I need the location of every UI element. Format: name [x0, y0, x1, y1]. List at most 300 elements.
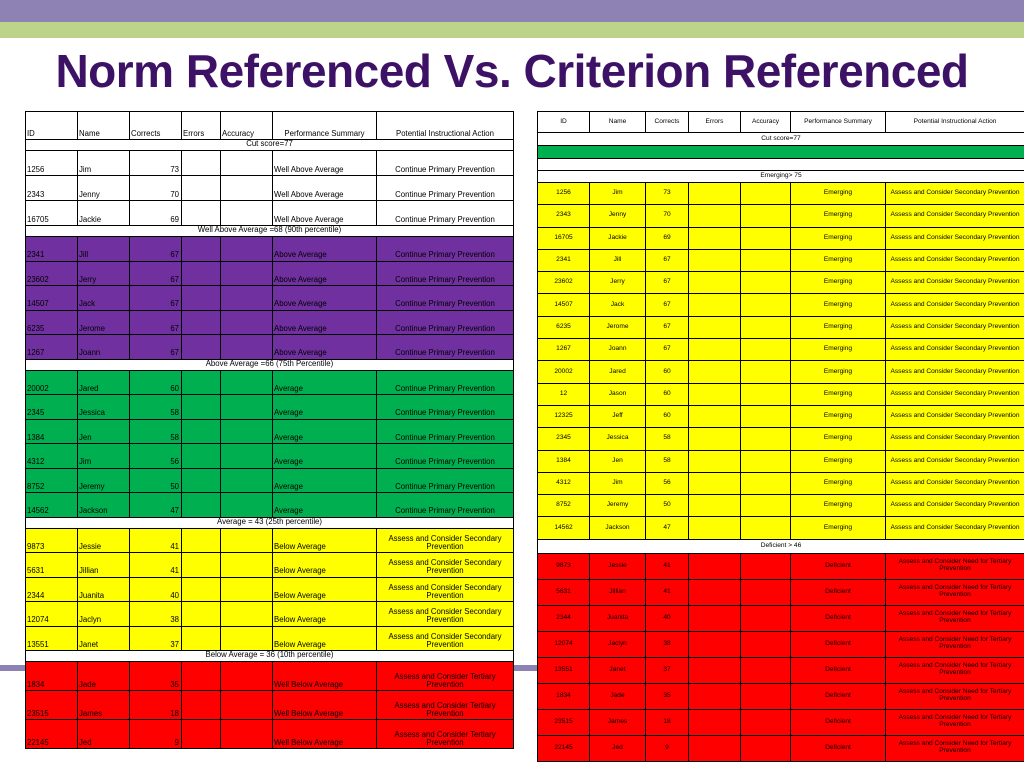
cell-performance-summary: Emerging: [791, 517, 886, 539]
cell-errors: [689, 383, 741, 405]
band-row: [26, 226, 514, 237]
cell-name: Jim: [78, 151, 130, 176]
table-row: [538, 249, 1024, 271]
table-row: [26, 577, 514, 602]
table-row: [26, 286, 514, 311]
cell-errors: [182, 286, 221, 311]
cell-accuracy: [221, 468, 273, 493]
cell-name: Jessica: [590, 428, 646, 450]
cell-performance-summary: Emerging: [791, 472, 886, 494]
cell-instructional-action: Assess and Consider Need for Tertiary Prevention: [886, 553, 1024, 579]
cell-corrects: 73: [130, 151, 182, 176]
cell-corrects: 47: [130, 493, 182, 518]
cell-performance-summary: Well Above Average: [273, 151, 377, 176]
cell-id: 4312: [538, 472, 590, 494]
table-row: [538, 383, 1024, 405]
cell-name: Jade: [78, 662, 130, 691]
cell-id: 2344: [538, 605, 590, 631]
cell-performance-summary: Average: [273, 370, 377, 395]
top-accent-stripe: [0, 22, 1024, 38]
cell-name: Jared: [78, 370, 130, 395]
cell-id: 13551: [538, 657, 590, 683]
cell-errors: [689, 294, 741, 316]
cell-instructional-action: Continue Primary Prevention: [377, 335, 514, 360]
cell-name: Jack: [590, 294, 646, 316]
cell-id: 2345: [538, 428, 590, 450]
cell-name: James: [590, 709, 646, 735]
cell-accuracy: [221, 691, 273, 720]
column-header: Corrects: [646, 112, 689, 133]
cell-instructional-action: Assess and Consider Secondary Prevention: [886, 495, 1024, 517]
table-row: [26, 176, 514, 201]
cell-name: Juanita: [590, 605, 646, 631]
band-label: Above Average =66 (75th Percentile): [26, 359, 514, 370]
cell-accuracy: [741, 579, 791, 605]
cell-instructional-action: Continue Primary Prevention: [377, 176, 514, 201]
cell-instructional-action: Assess and Consider Secondary Prevention: [377, 577, 514, 602]
cell-name: Jared: [590, 361, 646, 383]
table-row: [26, 691, 514, 720]
cell-corrects: 67: [646, 249, 689, 271]
cell-performance-summary: Deficient: [791, 709, 886, 735]
cell-errors: [182, 444, 221, 469]
cell-performance-summary: Deficient: [791, 605, 886, 631]
table-row: [538, 205, 1024, 227]
cell-name: Jeremy: [590, 495, 646, 517]
cell-name: Jessie: [590, 553, 646, 579]
cell-performance-summary: Above Average: [273, 310, 377, 335]
cell-instructional-action: Continue Primary Prevention: [377, 444, 514, 469]
cell-accuracy: [741, 294, 791, 316]
band-row: [538, 171, 1024, 183]
cell-name: Jeff: [590, 405, 646, 427]
table-row: [538, 316, 1024, 338]
cell-id: 1834: [538, 683, 590, 709]
cell-errors: [689, 605, 741, 631]
cell-name: Joann: [78, 335, 130, 360]
cell-accuracy: [741, 428, 791, 450]
cell-instructional-action: Assess and Consider Secondary Prevention: [886, 361, 1024, 383]
cell-performance-summary: Average: [273, 444, 377, 469]
cell-id: 1384: [538, 450, 590, 472]
cell-id: 4312: [26, 444, 78, 469]
cell-errors: [689, 205, 741, 227]
cell-errors: [182, 237, 221, 262]
cell-instructional-action: Continue Primary Prevention: [377, 395, 514, 420]
cell-name: Jackie: [78, 201, 130, 226]
cell-corrects: 67: [130, 237, 182, 262]
cell-instructional-action: Assess and Consider Secondary Prevention: [377, 602, 514, 627]
cell-errors: [182, 201, 221, 226]
cell-corrects: 67: [646, 294, 689, 316]
cell-corrects: 60: [646, 405, 689, 427]
cell-errors: [689, 631, 741, 657]
cell-instructional-action: Continue Primary Prevention: [377, 151, 514, 176]
cell-errors: [689, 272, 741, 294]
cell-accuracy: [741, 272, 791, 294]
table-row: [538, 339, 1024, 361]
cell-corrects: 56: [646, 472, 689, 494]
band-label: Deficient > 46: [538, 539, 1024, 553]
band-row: [26, 651, 514, 662]
column-header: Corrects: [130, 112, 182, 140]
cell-instructional-action: Assess and Consider Need for Tertiary Prevention: [886, 683, 1024, 709]
cell-corrects: 67: [130, 286, 182, 311]
table-row: [26, 553, 514, 578]
table-row: [26, 528, 514, 553]
cell-accuracy: [221, 626, 273, 651]
cell-accuracy: [221, 176, 273, 201]
cell-accuracy: [741, 249, 791, 271]
cell-errors: [689, 579, 741, 605]
cell-performance-summary: Average: [273, 395, 377, 420]
cell-errors: [689, 553, 741, 579]
table-row: [26, 261, 514, 286]
table-row: [538, 272, 1024, 294]
cell-name: Jillian: [78, 553, 130, 578]
band-row: [538, 539, 1024, 553]
band-row: [26, 359, 514, 370]
cell-errors: [689, 472, 741, 494]
cell-id: 1256: [538, 183, 590, 205]
cell-name: Jill: [78, 237, 130, 262]
cell-instructional-action: Assess and Consider Need for Tertiary Prevention: [886, 631, 1024, 657]
cell-performance-summary: Emerging: [791, 316, 886, 338]
cell-name: Jerome: [78, 310, 130, 335]
column-header: Accuracy: [221, 112, 273, 140]
cell-accuracy: [221, 261, 273, 286]
cell-errors: [182, 419, 221, 444]
cell-accuracy: [741, 657, 791, 683]
cell-errors: [689, 428, 741, 450]
cell-errors: [182, 602, 221, 627]
cell-name: Jason: [590, 383, 646, 405]
cell-instructional-action: Assess and Consider Secondary Prevention: [886, 383, 1024, 405]
cell-instructional-action: Assess and Consider Secondary Prevention: [886, 183, 1024, 205]
column-header: Performance Summary: [273, 112, 377, 140]
norm-referenced-table: [25, 111, 514, 749]
cell-name: Jack: [78, 286, 130, 311]
cell-id: 16705: [26, 201, 78, 226]
cell-performance-summary: Emerging: [791, 383, 886, 405]
cell-errors: [689, 405, 741, 427]
cell-performance-summary: Emerging: [791, 227, 886, 249]
cell-name: Jim: [78, 444, 130, 469]
cell-instructional-action: Assess and Consider Need for Tertiary Prevention: [886, 735, 1024, 761]
cell-instructional-action: Assess and Consider Secondary Prevention: [377, 626, 514, 651]
blank-divider: [538, 159, 1024, 171]
table-row: [26, 720, 514, 749]
cell-corrects: 67: [130, 335, 182, 360]
cell-performance-summary: Emerging: [791, 294, 886, 316]
cell-errors: [182, 553, 221, 578]
cell-id: 22145: [538, 735, 590, 761]
cell-id: 13551: [26, 626, 78, 651]
column-header: Potential Instructional Action: [886, 112, 1024, 133]
cell-id: 8752: [538, 495, 590, 517]
cell-instructional-action: Assess and Consider Secondary Prevention: [886, 339, 1024, 361]
cell-corrects: 40: [646, 605, 689, 631]
table-row: [538, 579, 1024, 605]
cell-errors: [689, 339, 741, 361]
table-row: [26, 335, 514, 360]
column-header: Accuracy: [741, 112, 791, 133]
cell-corrects: 70: [130, 176, 182, 201]
cell-performance-summary: Above Average: [273, 237, 377, 262]
cell-accuracy: [741, 735, 791, 761]
cell-performance-summary: Well Above Average: [273, 201, 377, 226]
cell-id: 1267: [538, 339, 590, 361]
header-row: [538, 112, 1024, 133]
cell-errors: [182, 720, 221, 749]
band-row: [26, 140, 514, 151]
table-row: [538, 472, 1024, 494]
cell-name: Jeremy: [78, 468, 130, 493]
cell-id: 14562: [538, 517, 590, 539]
cell-accuracy: [741, 553, 791, 579]
cell-errors: [182, 176, 221, 201]
cell-errors: [689, 683, 741, 709]
cell-accuracy: [221, 528, 273, 553]
cell-accuracy: [741, 361, 791, 383]
cell-errors: [182, 151, 221, 176]
cell-performance-summary: Below Average: [273, 528, 377, 553]
band-row: [538, 133, 1024, 146]
table-row: [26, 151, 514, 176]
cell-corrects: 37: [646, 657, 689, 683]
cell-corrects: 67: [646, 316, 689, 338]
cell-instructional-action: Assess and Consider Secondary Prevention: [886, 316, 1024, 338]
cell-instructional-action: Assess and Consider Secondary Prevention: [886, 450, 1024, 472]
column-header: Errors: [182, 112, 221, 140]
cell-corrects: 35: [646, 683, 689, 709]
cell-accuracy: [741, 450, 791, 472]
cell-accuracy: [221, 419, 273, 444]
cell-accuracy: [741, 316, 791, 338]
cell-name: Jill: [590, 249, 646, 271]
cell-corrects: 67: [646, 272, 689, 294]
cell-accuracy: [221, 370, 273, 395]
band-label: Average = 43 (25th percentile): [26, 517, 514, 528]
cell-id: 1256: [26, 151, 78, 176]
cell-instructional-action: Continue Primary Prevention: [377, 261, 514, 286]
cell-performance-summary: Below Average: [273, 577, 377, 602]
table-row: [26, 626, 514, 651]
column-header: ID: [26, 112, 78, 140]
cell-name: Jessica: [78, 395, 130, 420]
cell-instructional-action: Assess and Consider Secondary Prevention: [886, 227, 1024, 249]
cell-id: 23515: [26, 691, 78, 720]
cell-corrects: 73: [646, 183, 689, 205]
cell-errors: [182, 528, 221, 553]
cell-corrects: 18: [130, 691, 182, 720]
cell-name: Juanita: [78, 577, 130, 602]
cell-instructional-action: Continue Primary Prevention: [377, 370, 514, 395]
cell-instructional-action: Assess and Consider Need for Tertiary Prevention: [886, 657, 1024, 683]
cell-performance-summary: Average: [273, 419, 377, 444]
table-row: [26, 602, 514, 627]
cell-corrects: 58: [646, 450, 689, 472]
cell-name: Jim: [590, 472, 646, 494]
cell-id: 12: [538, 383, 590, 405]
cell-corrects: 9: [646, 735, 689, 761]
column-header: Name: [590, 112, 646, 133]
cell-errors: [182, 370, 221, 395]
criterion-referenced-table: [537, 111, 1024, 762]
cell-corrects: 69: [130, 201, 182, 226]
cell-accuracy: [221, 553, 273, 578]
cell-accuracy: [741, 205, 791, 227]
cell-performance-summary: Average: [273, 493, 377, 518]
cell-corrects: 41: [130, 553, 182, 578]
slide-title: Norm Referenced Vs. Criterion Referenced: [55, 45, 969, 97]
table-row: [538, 183, 1024, 205]
cell-accuracy: [221, 237, 273, 262]
cell-corrects: 37: [130, 626, 182, 651]
cell-corrects: 38: [130, 602, 182, 627]
cell-performance-summary: Well Below Average: [273, 720, 377, 749]
cell-performance-summary: Deficient: [791, 553, 886, 579]
cell-name: Janet: [78, 626, 130, 651]
column-header: Performance Summary: [791, 112, 886, 133]
cell-accuracy: [741, 472, 791, 494]
cell-performance-summary: Above Average: [273, 261, 377, 286]
cell-id: 23515: [538, 709, 590, 735]
cell-id: 16705: [538, 227, 590, 249]
cell-id: 14562: [26, 493, 78, 518]
cell-performance-summary: Emerging: [791, 405, 886, 427]
cell-performance-summary: Deficient: [791, 657, 886, 683]
cell-corrects: 58: [130, 419, 182, 444]
cell-id: 5631: [538, 579, 590, 605]
cell-errors: [689, 361, 741, 383]
cell-corrects: 18: [646, 709, 689, 735]
cell-corrects: 41: [646, 579, 689, 605]
cell-name: Janet: [590, 657, 646, 683]
cell-accuracy: [221, 286, 273, 311]
cell-accuracy: [221, 720, 273, 749]
cell-accuracy: [221, 201, 273, 226]
cell-errors: [689, 657, 741, 683]
cut-score-label: Cut score=77: [538, 133, 1024, 146]
cell-corrects: 50: [130, 468, 182, 493]
cell-id: 1267: [26, 335, 78, 360]
cell-id: 9873: [538, 553, 590, 579]
cell-name: Jenny: [78, 176, 130, 201]
cell-performance-summary: Emerging: [791, 339, 886, 361]
cell-accuracy: [741, 631, 791, 657]
cell-instructional-action: Continue Primary Prevention: [377, 286, 514, 311]
table-row: [26, 395, 514, 420]
cell-corrects: 41: [130, 528, 182, 553]
cell-performance-summary: Deficient: [791, 735, 886, 761]
cell-accuracy: [741, 383, 791, 405]
cell-instructional-action: Assess and Consider Tertiary Prevention: [377, 662, 514, 691]
cell-id: 12074: [538, 631, 590, 657]
cell-errors: [182, 493, 221, 518]
cell-performance-summary: Deficient: [791, 579, 886, 605]
cell-errors: [182, 468, 221, 493]
cell-errors: [689, 183, 741, 205]
cell-instructional-action: Assess and Consider Need for Tertiary Prevention: [886, 605, 1024, 631]
cell-performance-summary: Emerging: [791, 450, 886, 472]
table-row: [26, 493, 514, 518]
cell-name: Jerome: [590, 316, 646, 338]
table-row: [26, 201, 514, 226]
cell-name: Jaclyn: [78, 602, 130, 627]
cell-accuracy: [221, 662, 273, 691]
cell-performance-summary: Well Below Average: [273, 662, 377, 691]
cell-id: 12074: [26, 602, 78, 627]
cell-instructional-action: Assess and Consider Tertiary Prevention: [377, 720, 514, 749]
cell-id: 6235: [538, 316, 590, 338]
cell-name: Joann: [590, 339, 646, 361]
cell-id: 2343: [26, 176, 78, 201]
cell-performance-summary: Emerging: [791, 495, 886, 517]
green-divider: [538, 146, 1024, 159]
cell-name: Jerry: [78, 261, 130, 286]
table-row: [538, 495, 1024, 517]
cell-accuracy: [741, 605, 791, 631]
cell-instructional-action: Assess and Consider Secondary Prevention: [377, 553, 514, 578]
table-row: [538, 517, 1024, 539]
cell-instructional-action: Continue Primary Prevention: [377, 201, 514, 226]
cell-instructional-action: Assess and Consider Secondary Prevention: [886, 272, 1024, 294]
cell-errors: [689, 517, 741, 539]
cell-corrects: 60: [646, 383, 689, 405]
table-row: [26, 468, 514, 493]
cell-corrects: 38: [646, 631, 689, 657]
cell-id: 20002: [538, 361, 590, 383]
column-header: ID: [538, 112, 590, 133]
cell-corrects: 47: [646, 517, 689, 539]
cell-errors: [182, 577, 221, 602]
cell-instructional-action: Assess and Consider Secondary Prevention: [886, 517, 1024, 539]
cell-instructional-action: Assess and Consider Secondary Prevention: [886, 294, 1024, 316]
cell-name: Jessie: [78, 528, 130, 553]
cell-accuracy: [741, 517, 791, 539]
cell-corrects: 67: [646, 339, 689, 361]
cell-instructional-action: Continue Primary Prevention: [377, 493, 514, 518]
cell-accuracy: [221, 444, 273, 469]
column-header: Name: [78, 112, 130, 140]
cell-accuracy: [221, 493, 273, 518]
cell-id: 2341: [26, 237, 78, 262]
band-row: [538, 146, 1024, 159]
table-row: [26, 419, 514, 444]
cell-instructional-action: Assess and Consider Secondary Prevention: [886, 405, 1024, 427]
cell-performance-summary: Below Average: [273, 626, 377, 651]
cell-instructional-action: Continue Primary Prevention: [377, 468, 514, 493]
cell-performance-summary: Emerging: [791, 361, 886, 383]
cell-performance-summary: Below Average: [273, 553, 377, 578]
table-row: [538, 631, 1024, 657]
cell-name: Jen: [78, 419, 130, 444]
cell-corrects: 70: [646, 205, 689, 227]
table-row: [538, 428, 1024, 450]
cell-corrects: 67: [130, 310, 182, 335]
cell-performance-summary: Above Average: [273, 286, 377, 311]
table-row: [26, 662, 514, 691]
table-row: [538, 683, 1024, 709]
cell-corrects: 60: [130, 370, 182, 395]
cell-errors: [182, 691, 221, 720]
cell-corrects: 41: [646, 553, 689, 579]
top-accent-band: [0, 0, 1024, 22]
cell-performance-summary: Below Average: [273, 602, 377, 627]
cell-name: Jed: [78, 720, 130, 749]
table-row: [538, 405, 1024, 427]
